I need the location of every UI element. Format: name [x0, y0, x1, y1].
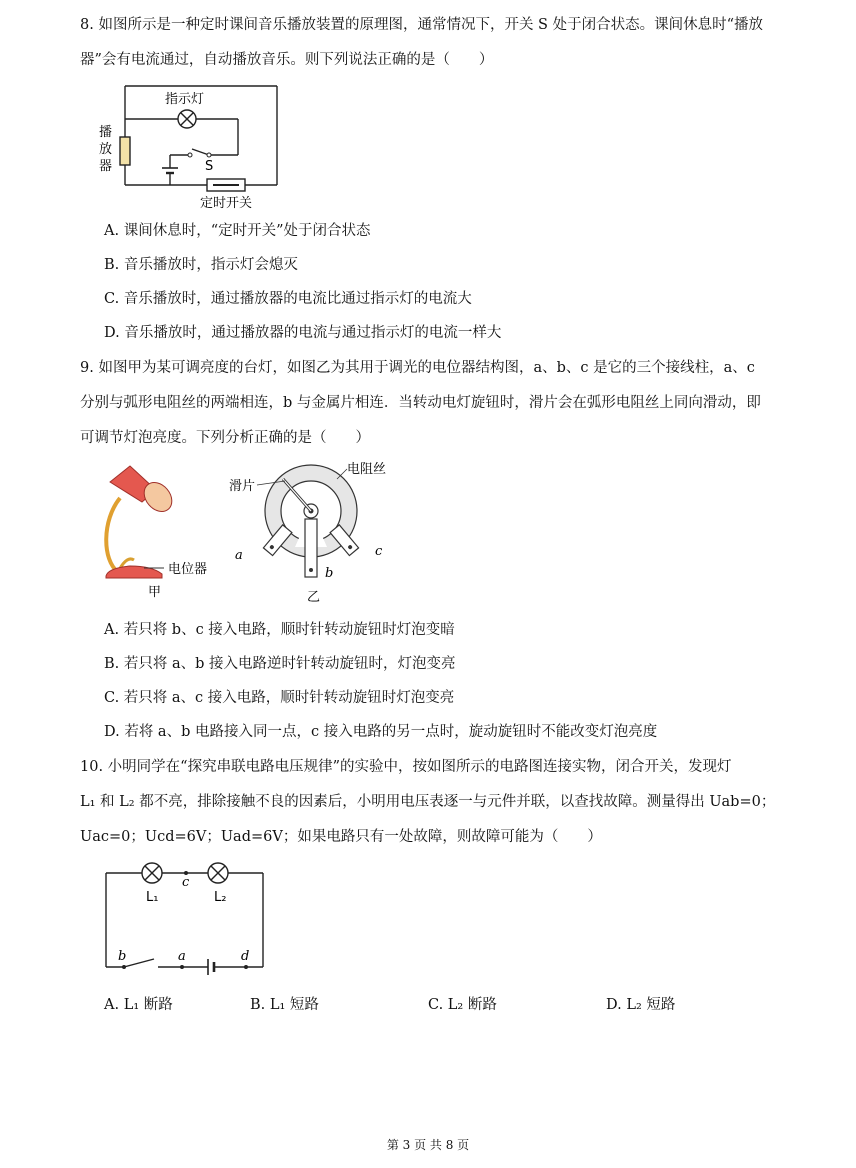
q8-option-d[interactable]: D. 音乐播放时，通过播放器的电流与通过指示灯的电流一样大: [104, 325, 502, 341]
q9-option-b[interactable]: B. 若只将 a、b 接入电路逆时针转动旋钮时，灯泡变亮: [104, 656, 456, 672]
q10-stem-line1: 10. 小明同学在“探究串联电路电压规律”的实验中，按如图所示的电路图连接实物，闭合开关，发现灯: [80, 759, 732, 775]
q10-option-a[interactable]: A. L₁ 断路: [104, 997, 173, 1013]
terminal-c-label: c: [375, 544, 383, 559]
indicator-lamp-label: 指示灯: [165, 92, 205, 107]
q8-circuit-diagram: [95, 82, 295, 212]
terminal-a-label: a: [235, 548, 243, 563]
potentiometer-label: 电位器: [168, 562, 208, 577]
q10-circuit-diagram: [98, 855, 273, 980]
q8-option-a[interactable]: A. 课间休息时，“定时开关”处于闭合状态: [104, 223, 371, 239]
q10-option-b[interactable]: B. L₁ 短路: [250, 997, 319, 1013]
q8-stem-line2: 器”会有电流通过，自动播放音乐。则下列说法正确的是（ ）: [80, 52, 494, 68]
resistance-wire-label: 电阻丝: [347, 462, 387, 477]
q9-stem-line1: 9. 如图甲为某可调亮度的台灯，如图乙为其用于调光的电位器结构图，a、b、c 是它的三个接线柱，a、c: [80, 360, 755, 376]
point-d-label: d: [241, 949, 250, 964]
q9-potentiometer-figure: [225, 455, 400, 605]
terminal-b-label: b: [325, 566, 334, 581]
player-label-1: 播: [99, 125, 113, 140]
q9-option-a[interactable]: A. 若只将 b、c 接入电路，顺时针转动旋钮时灯泡变暗: [104, 622, 455, 638]
q9-lamp-figure: [98, 460, 223, 600]
q10-stem-line3: Uac=0；Ucd=6V；Uad=6V；如果电路只有一处故障，则故障可能为（ ）: [80, 829, 602, 845]
timer-switch-label: 定时开关: [200, 196, 253, 211]
q10-stem-line2: L₁ 和 L₂ 都不亮，排除接触不良的因素后，小明用电压表逐一与元件并联，以查找故障。测量得出 Uab=0；: [80, 794, 776, 810]
player-label-3: 器: [99, 159, 113, 174]
q9-stem-line2: 分别与弧形电阻丝的两端相连，b 与金属片相连．当转动电灯旋钮时，滑片会在弧形电阻丝上同向滑动，即: [80, 395, 761, 411]
point-c-label: c: [182, 875, 190, 890]
q10-option-d[interactable]: D. L₂ 短路: [606, 997, 676, 1013]
player-label-2: 放: [99, 142, 113, 157]
lamp1-label: L₁: [146, 890, 159, 905]
q9-option-d[interactable]: D. 若将 a、b 电路接入同一点，c 接入电路的另一点时，旋动旋钮时不能改变灯泡亮度: [104, 724, 658, 740]
point-a-label: a: [178, 949, 186, 964]
q9-stem-line3: 可调节灯泡亮度。下列分析正确的是（ ）: [80, 430, 370, 446]
q8-option-b[interactable]: B. 音乐播放时，指示灯会熄灭: [104, 257, 298, 273]
figure-caption-yi: 乙: [307, 590, 321, 605]
figure-caption-jia: 甲: [148, 585, 162, 600]
slider-label: 滑片: [229, 479, 256, 494]
q8-option-c[interactable]: C. 音乐播放时，通过播放器的电流比通过指示灯的电流大: [104, 291, 472, 307]
q8-stem-line1: 8. 如图所示是一种定时课间音乐播放装置的原理图，通常情况下，开关 S 处于闭合状态。课间休息时“播放: [80, 17, 764, 33]
q10-option-c[interactable]: C. L₂ 断路: [428, 997, 497, 1013]
point-b-label: b: [118, 949, 127, 964]
lamp2-label: L₂: [214, 890, 227, 905]
switch-s-label: S: [205, 159, 214, 174]
page-footer: 第 3 页 共 8 页: [386, 1138, 470, 1152]
q9-option-c[interactable]: C. 若只将 a、c 接入电路，顺时针转动旋钮时灯泡变亮: [104, 690, 455, 706]
